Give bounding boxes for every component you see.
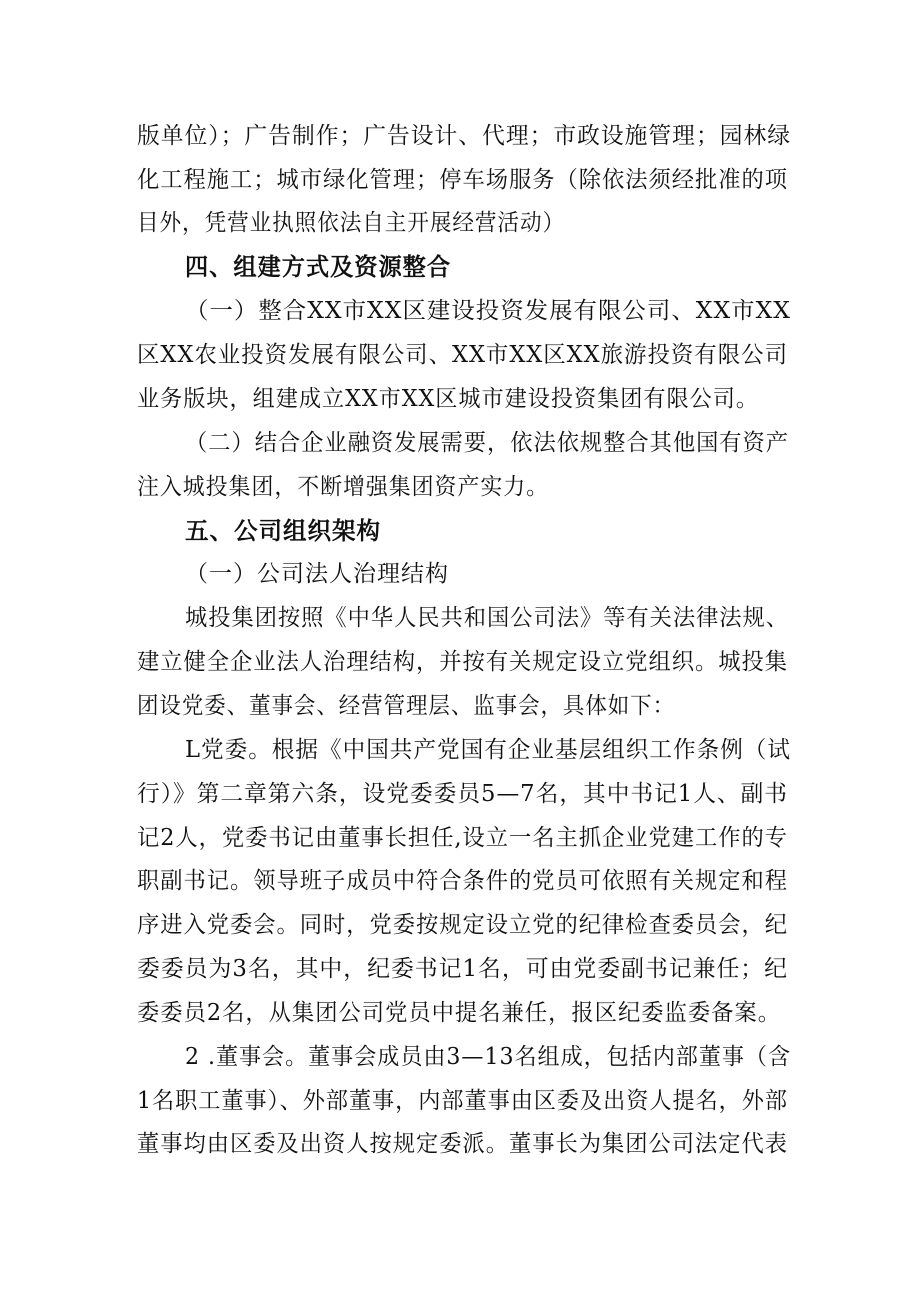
body-line: 委委员为3名，其中，纪委书记1名，可由党委副书记兼任；纪 (137, 956, 788, 982)
body-line: 董事均由区委及出资人按规定委派。董事长为集团公司法定代表 (137, 1131, 788, 1157)
body-line: 建立健全企业法人治理结构，并按有关规定设立党组织。城投集 (137, 649, 788, 675)
body-line: L党委。根据《中国共产党国有企业基层组织工作条例（试 (185, 737, 791, 763)
body-line: 1名职工董事）、外部董事，内部董事由区委及出资人提名，外部 (137, 1088, 788, 1114)
body-line: 城投集团按照《中华人民共和国公司法》等有关法律法规、 (185, 605, 789, 631)
section-heading: 五、公司组织架构 (185, 517, 381, 545)
body-line: 委委员2名，从集团公司党员中提名兼任，报区纪委监委备案。 (137, 1000, 781, 1026)
body-line: （二）结合企业融资发展需要，依法依规整合其他国有资产 (185, 430, 789, 456)
body-line: 版单位）；广告制作；广告设计、代理；市政设施管理；园林绿 (137, 123, 791, 149)
body-line: 业务版块，组建成立XX市XX区城市建设投资集团有限公司。 (137, 386, 759, 412)
body-line: 团设党委、董事会、经营管理层、监事会，具体如下： (137, 693, 675, 719)
body-line: 序进入党委会。同时，党委按规定设立党的纪律检查委员会，纪 (137, 912, 788, 938)
body-line: 区XX农业投资发展有限公司、XX市XX区XX旅游投资有限公司 (137, 342, 788, 368)
body-line: 职副书记。领导班子成员中符合条件的党员可依照有关规定和程 (137, 868, 788, 894)
body-line: 目外，凭营业执照依法自主开展经营活动） (137, 210, 565, 236)
body-line: 化工程施工；城市绿化管理；停车场服务（除依法须经批准的项 (137, 167, 788, 193)
body-line: 行）》第二章第六条，设党委委员5—7名，其中书记1人、副书 (137, 781, 788, 807)
body-line: （一）公司法人治理结构 (185, 561, 449, 587)
body-line: 注入城投集团，不断增强集团资产实力。 (137, 474, 549, 500)
body-line: 记2人，党委书记由董事长担任,设立一名主抓企业党建工作的专 (137, 825, 788, 851)
body-line: （一）整合XX市XX区建设投资发展有限公司、XX市XX (185, 298, 792, 324)
body-line: 2 .董事会。董事会成员由3—13名组成，包括内部董事（含 (185, 1044, 791, 1070)
section-heading: 四、组建方式及资源整合 (185, 253, 451, 281)
